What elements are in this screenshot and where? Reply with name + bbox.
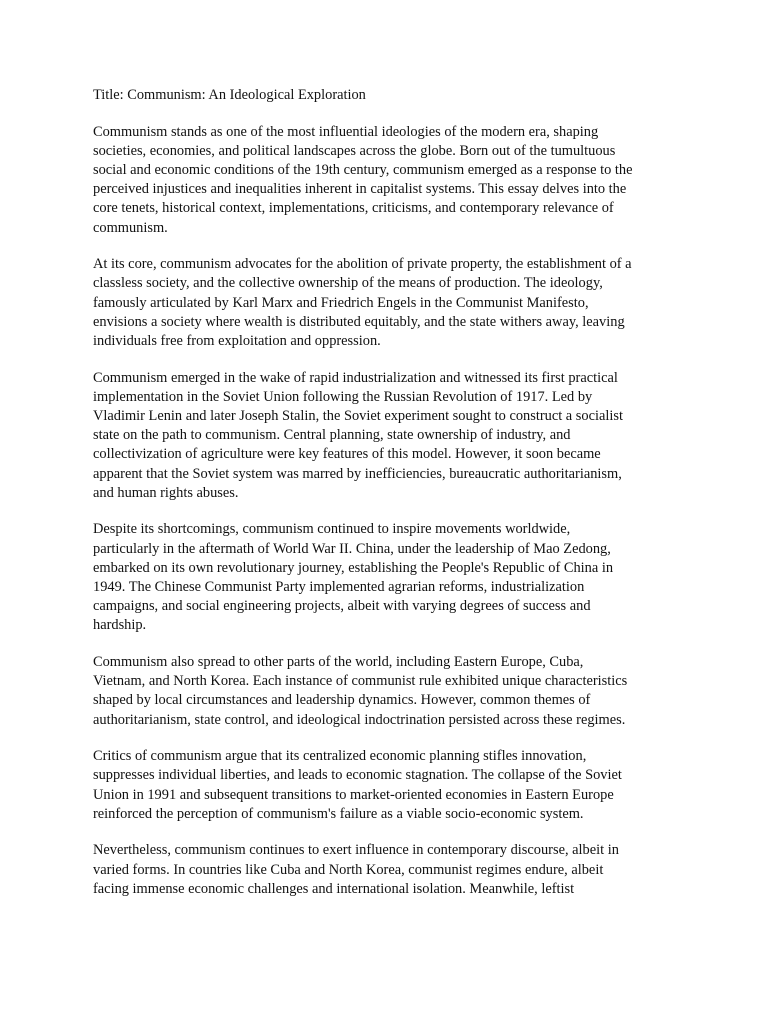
text-line: state on the path to communism. Central planning, state ownership of industry, and xyxy=(93,427,571,444)
text-line: perceived injustices and inequalities inherent in capitalist systems. This essay delves into the xyxy=(93,181,627,198)
text-line: core tenets, historical context, implementations, criticisms, and contemporary relevance of xyxy=(93,200,614,217)
text-line: envisions a society where wealth is distributed equitably, and the state withers away, leaving xyxy=(93,313,625,330)
text-line: famously articulated by Karl Marx and Friedrich Engels in the Communist Manifesto, xyxy=(93,294,589,311)
text-line: collectivization of agriculture were key features of this model. However, it soon became xyxy=(93,446,601,463)
text-line: embarked on its own revolutionary journey, establishing the People's Republic of China in xyxy=(93,559,614,576)
text-line: communism. xyxy=(93,219,168,236)
text-line: 1949. The Chinese Communist Party implemented agrarian reforms, industrialization xyxy=(93,579,585,596)
text-line: societies, economies, and political landscapes across the globe. Born out of the tumultuous xyxy=(93,142,616,159)
text-line: reinforced the perception of communism's failure as a viable socio-economic system. xyxy=(93,805,584,822)
text-line: facing immense economic challenges and international isolation. Meanwhile, leftist xyxy=(93,880,575,897)
text-line: authoritarianism, state control, and ideological indoctrination persisted across these regimes. xyxy=(93,711,626,728)
text-line: Union in 1991 and subsequent transitions to market-oriented economies in Eastern Europe xyxy=(93,786,614,803)
text-line: Communism stands as one of the most influential ideologies of the modern era, shaping xyxy=(93,123,599,140)
paragraph-1 xyxy=(93,123,683,238)
text-line: implementation in the Soviet Union following the Russian Revolution of 1917. Led by xyxy=(93,388,593,405)
text-line: suppresses individual liberties, and leads to economic stagnation. The collapse of the Soviet xyxy=(93,767,622,784)
paragraph-2 xyxy=(93,255,683,351)
paragraph-3 xyxy=(93,369,683,503)
text-line: Critics of communism argue that its centralized economic planning stifles innovation, xyxy=(93,748,587,765)
paragraph-7 xyxy=(93,841,683,899)
paragraph-4 xyxy=(93,520,683,635)
document-title: Title: Communism: An Ideological Exploration xyxy=(93,87,366,103)
text-line: shaped by local circumstances and leadership dynamics. However, common themes of xyxy=(93,692,591,709)
text-line: and human rights abuses. xyxy=(93,484,239,501)
text-line: campaigns, and social engineering projects, albeit with varying degrees of success and xyxy=(93,598,591,615)
text-line: Nevertheless, communism continues to exert influence in contemporary discourse, albeit in xyxy=(93,842,619,859)
text-line: Vladimir Lenin and later Joseph Stalin, the Soviet experiment sought to construct a socialist xyxy=(93,408,623,425)
document-body xyxy=(93,86,683,916)
text-line: individuals free from exploitation and oppression. xyxy=(93,333,381,350)
paragraph-6 xyxy=(93,747,683,824)
text-line: Despite its shortcomings, communism continued to inspire movements worldwide, xyxy=(93,521,571,538)
text-line: At its core, communism advocates for the abolition of private property, the establishment of a xyxy=(93,256,632,273)
text-line: particularly in the aftermath of World War II. China, under the leadership of Mao Zedong, xyxy=(93,540,611,557)
text-line: varied forms. In countries like Cuba and North Korea, communist regimes endure, albeit xyxy=(93,861,604,878)
text-line: Communism emerged in the wake of rapid industrialization and witnessed its first practical xyxy=(93,369,618,386)
paragraph-5 xyxy=(93,653,683,730)
text-line: Vietnam, and North Korea. Each instance of communist rule exhibited unique characteristics xyxy=(93,673,628,690)
text-line: apparent that the Soviet system was marred by inefficiencies, bureaucratic authoritarianism, xyxy=(93,465,622,482)
text-line: hardship. xyxy=(93,617,147,634)
text-line: Communism also spread to other parts of the world, including Eastern Europe, Cuba, xyxy=(93,654,584,671)
text-line: social and economic conditions of the 19th century, communism emerged as a response to the xyxy=(93,162,633,178)
text-line: classless society, and the collective ownership of the means of production. The ideology, xyxy=(93,275,603,292)
